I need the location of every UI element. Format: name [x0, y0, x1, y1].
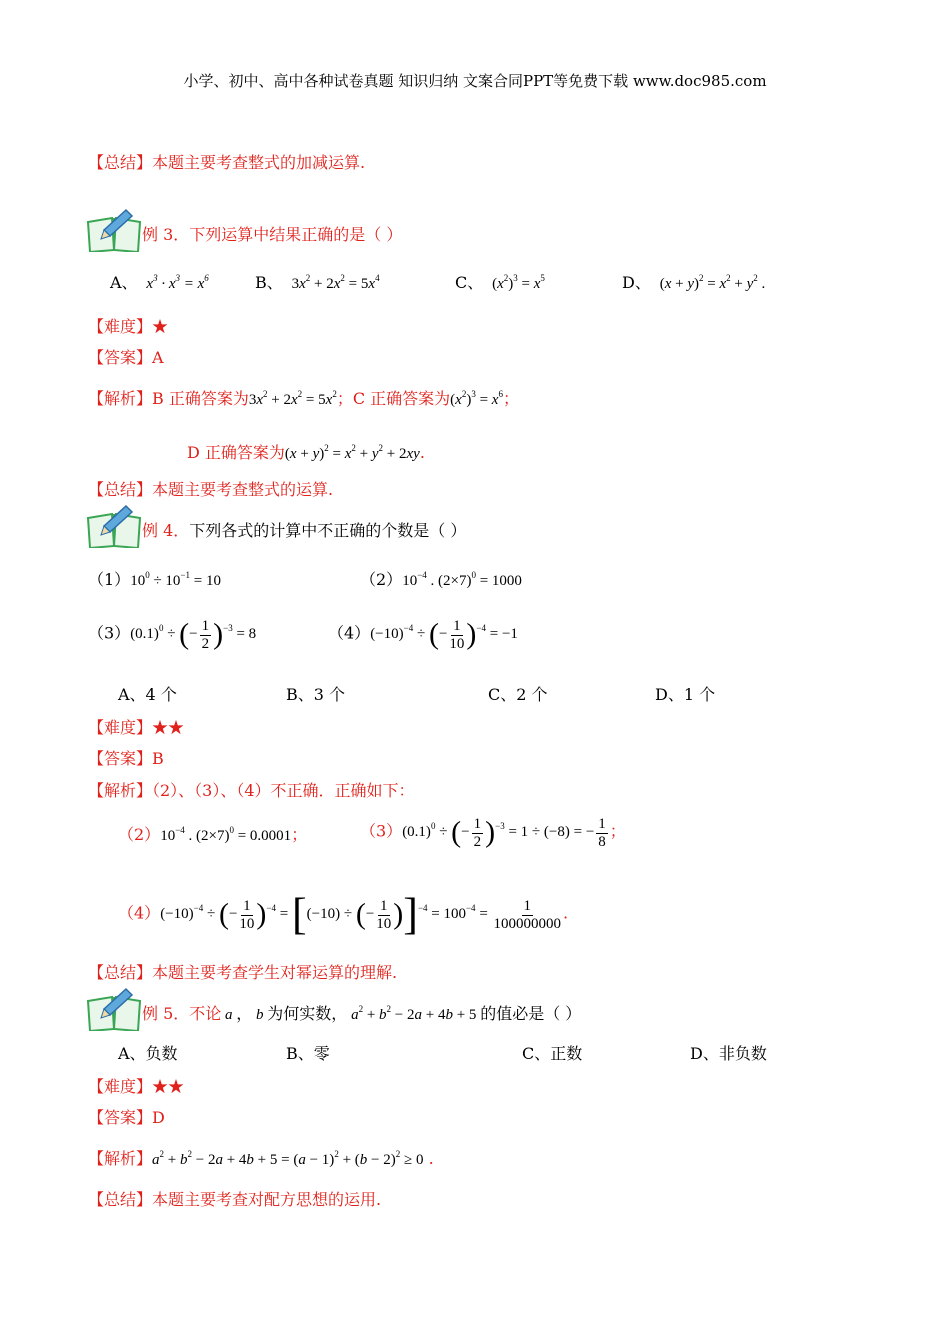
ex5-analysis-label: 【解析】	[88, 1149, 153, 1168]
ex3-option-b	[255, 270, 380, 293]
ex3-option-d-label: D、	[622, 273, 651, 292]
ex4-item-4	[328, 618, 518, 652]
ex5-option-d: D、非负数	[690, 1044, 767, 1063]
ex4-item-2-label: （2）	[360, 570, 403, 589]
ex4-option-c: C、2 个	[488, 685, 548, 704]
ex5-expression: $a^2 + b^2 - 2a + 4b + 5$	[351, 1004, 481, 1023]
page-header: 小学、初中、高中各种试卷真题 知识归纳 文案合同PPT等免费下载 www.doc985.com	[183, 72, 767, 90]
ex3-option-c-formula: $(x^2)^3 = x^5$	[488, 273, 545, 292]
example-3-title-text: 例 3．下列运算中结果正确的是（ ）	[142, 225, 403, 244]
ex5-difficulty: 【难度】★★	[88, 1077, 185, 1096]
example-4-title-text: 下列各式的计算中不正确的个数是（ ）	[189, 521, 467, 540]
example-3-title	[142, 222, 402, 245]
ex4-analysis-2: $(2)10^{-4}$ . $(2\times 7)^0 = 0.0001$；	[118, 825, 308, 844]
ex5-option-b: B、零	[286, 1044, 330, 1063]
ex3-analysis-d: D 正确答案为	[187, 443, 285, 462]
ex4-item-1	[88, 567, 221, 590]
book-pencil-icon	[86, 987, 142, 1031]
ex3-analysis: 【解析】B 正确答案为$3x^2 + 2x^2 = 5x^2$；C 正确答案为$(x^2)^3 = x^6$；	[88, 389, 519, 408]
example-5-title-d: 的值必是（ ）	[480, 1004, 582, 1023]
ex4-analysis-3-formula: $(0.1)^0$ ÷ (− $\frac{1}{2}$ )$^{-3}$ = 1 ÷ (−8) = − $\frac{1}{8}$	[402, 816, 606, 850]
ex4-analysis-2-label: （2）	[118, 825, 161, 844]
ex5-analysis-formula: $a^2 + b^2 - 2a + 4b + 5 = (a - 1)^2 + (b - 2)^2 \ge 0$	[152, 1149, 424, 1168]
ex4-item-1-label: （1）	[88, 570, 131, 589]
ex4-item-3-formula: $(0.1)^0$ ÷ (− $\frac{1}{2}$ )$^{-3}$ = 8	[130, 618, 257, 652]
ex4-item-1-formula: $10^0 \div 10^{-1} = 10$	[130, 570, 221, 589]
ex3-analysis-b: 【解析】B 正确答案为	[88, 389, 249, 408]
ex5-analysis: 【解析】$a^2 + b^2 - 2a + 4b + 5 = (a - 1)^2 + (b - 2)^2 \ge 0$ .	[88, 1149, 434, 1168]
ex3-option-a-formula: $x^3 \cdot x^3 = x^6$	[142, 273, 209, 292]
summary-previous: 【总结】本题主要考查整式的加减运算.	[88, 153, 366, 172]
ex4-summary: 【总结】本题主要考查学生对幂运算的理解.	[88, 963, 398, 982]
ex3-answer: 【答案】A	[88, 348, 164, 367]
ex4-analysis-3: $(3)(0.1)^0$ ÷ (− $\frac{1}{2}$ )$^{-3}$ = 1 ÷ (−8) = − $\frac{1}{8}$ ；	[360, 816, 626, 850]
ex5-summary: 【总结】本题主要考查对配方思想的运用.	[88, 1190, 382, 1209]
var-a: a	[221, 1007, 237, 1023]
book-pencil-icon	[86, 208, 142, 252]
ex4-option-a: A、4 个	[118, 685, 177, 704]
ex4-item-4-formula: $(-10)^{-4}$ ÷ (− $\frac{1}{10}$ )$^{-4}$ = −1	[370, 618, 518, 652]
ex3-analysis-d-formula: $(x + y)^2 = x^2 + y^2 + 2xy$	[284, 443, 420, 462]
ex5-option-c: C、正数	[522, 1044, 583, 1063]
ex4-item-3-label: （3）	[88, 623, 131, 643]
ex3-option-c-label: C、	[455, 273, 484, 292]
ex4-option-b: B、3 个	[286, 685, 346, 704]
ex4-analysis-4-label: （4）	[118, 903, 161, 923]
var-b: b	[252, 1007, 268, 1023]
ex3-option-c	[455, 270, 545, 293]
ex4-option-d: D、1 个	[655, 685, 716, 704]
ex3-difficulty: 【难度】★	[88, 317, 169, 336]
ex3-summary: 【总结】本题主要考查整式的运算.	[88, 480, 334, 499]
ex4-analysis: 【解析】（2）、（3）、（4）不正确．正确如下：	[88, 781, 415, 800]
ex4-item-2	[360, 567, 522, 590]
ex4-answer: 【答案】B	[88, 749, 164, 768]
ex4-analysis-3-label: （3）	[360, 821, 403, 841]
ex4-analysis-4: $(4)(-10)^{-4}$ ÷ (− $\frac{1}{10}$ )$^{-4}$ = [(−10) ÷ (− $\frac{1}{10}$ )]$^{-4} = 100^{-4}$ = $\frac{1}{100000000}$ .	[118, 890, 569, 939]
book-pencil-icon	[86, 504, 142, 548]
ex4-item-2-formula: $10^{-4}$ . $(2\times 7)^0 = 1000$	[402, 570, 522, 589]
ex4-item-3	[88, 618, 256, 652]
ex3-option-d	[622, 270, 765, 293]
ex4-item-4-label: （4）	[328, 623, 371, 643]
ex3-option-a	[110, 270, 209, 293]
ex3-analysis-d-line: D 正确答案为$(x + y)^2 = x^2 + y^2 + 2xy$.	[187, 443, 425, 462]
example-5-title-b: ，	[236, 1004, 253, 1023]
ex4-analysis-4-formula: $(-10)^{-4}$ ÷ (− $\frac{1}{10}$ )$^{-4}$ = [(−10) ÷ (− $\frac{1}{10}$ )]$^{-4} = 100^{-4}$ = $\frac{1}{100000000}$	[160, 890, 562, 939]
example-5-title-a: 例 5．不论	[142, 1004, 222, 1023]
ex3-analysis-c: ；C 正确答案为	[336, 389, 451, 408]
ex3-option-b-formula: $3x^2 + 2x^2 = 5x^4$	[287, 273, 380, 292]
example-5-title-c: 为何实数，	[267, 1004, 348, 1023]
ex5-option-a: A、负数	[118, 1044, 178, 1063]
ex3-analysis-b-formula: $3x^2 + 2x^2 = 5x^2$	[248, 389, 337, 408]
example-5-title	[142, 1001, 581, 1024]
ex4-difficulty: 【难度】★★	[88, 718, 185, 737]
ex3-option-d-formula: $(x + y)^2 = x^2 + y^2$ .	[655, 273, 766, 292]
ex5-answer: 【答案】D	[88, 1108, 165, 1127]
ex3-option-b-label: B、	[255, 273, 283, 292]
ex4-analysis-2-formula: $10^{-4}$ . $(2\times 7)^0 = 0.0001$	[160, 825, 292, 844]
ex3-analysis-c-formula: $(x^2)^3 = x^6$	[450, 389, 503, 408]
example-4-title: 例 4．下列各式的计算中不正确的个数是（ ）	[142, 521, 467, 540]
ex3-option-a-label: A、	[110, 273, 138, 292]
